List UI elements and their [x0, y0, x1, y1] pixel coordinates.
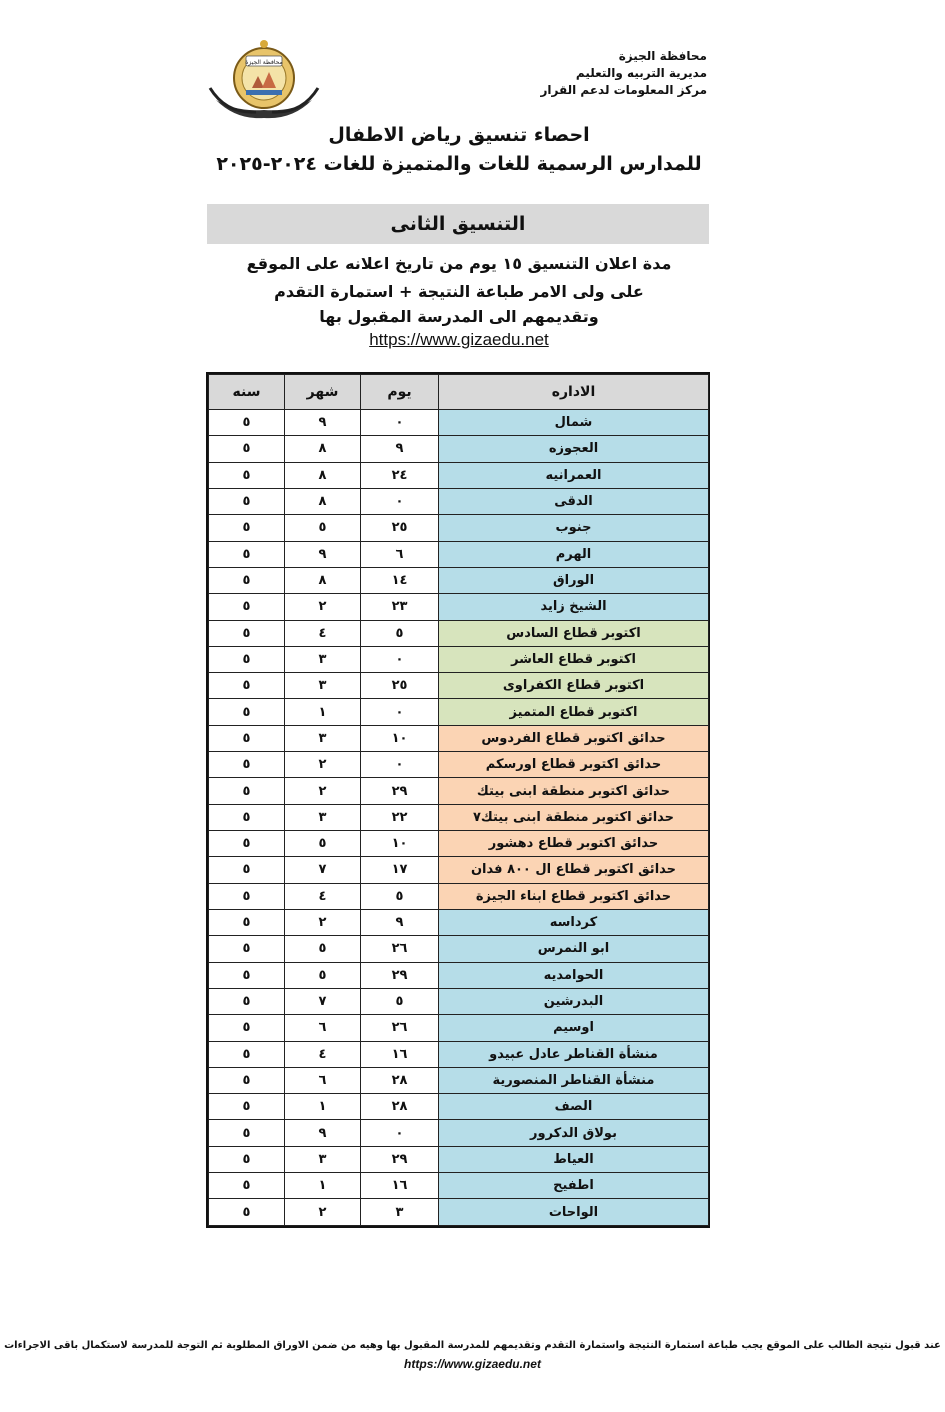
admin-cell: البدرشين [439, 988, 709, 1014]
results-table [208, 374, 709, 1226]
year-cell: ٥ [209, 1199, 285, 1226]
day-cell: ٢٥ [361, 515, 439, 541]
month-cell: ٥ [285, 515, 361, 541]
table-row [209, 646, 709, 672]
year-cell: ٥ [209, 462, 285, 488]
admin-cell: الدقى [439, 488, 709, 514]
table-row [209, 1094, 709, 1120]
admin-cell: شمال [439, 410, 709, 436]
admin-cell: الوراق [439, 567, 709, 593]
page-title: احصاء تنسيق رياض الاطفال [328, 124, 590, 146]
day-cell: ٥ [361, 883, 439, 909]
header-directorate-name: مديرية التربيه والتعليم [575, 66, 707, 80]
year-cell: ٥ [209, 831, 285, 857]
note-line-1: مدة اعلان التنسيق ١٥ يوم من تاريخ اعلانه على الموقع [246, 254, 672, 273]
table-row [209, 620, 709, 646]
table-row [209, 673, 709, 699]
year-cell: ٥ [209, 988, 285, 1014]
table-row [209, 1120, 709, 1146]
results-table-container [206, 372, 710, 1228]
giza-governorate-logo-icon [206, 38, 322, 126]
day-cell: ٢٨ [361, 1094, 439, 1120]
table-row [209, 936, 709, 962]
admin-cell: اكتوبر قطاع الكفراوى [439, 673, 709, 699]
admin-cell: حدائق اكتوبر قطاع ال ٨٠٠ فدان [439, 857, 709, 883]
day-cell: ٢٥ [361, 673, 439, 699]
year-cell: ٥ [209, 778, 285, 804]
table-row [209, 962, 709, 988]
month-cell: ٣ [285, 1146, 361, 1172]
year-cell: ٥ [209, 804, 285, 830]
admin-cell: العياط [439, 1146, 709, 1172]
day-cell: ١٠ [361, 725, 439, 751]
admin-cell: الحوامديه [439, 962, 709, 988]
table-row [209, 857, 709, 883]
month-cell: ٩ [285, 1120, 361, 1146]
day-cell: ١٤ [361, 567, 439, 593]
footer-url[interactable]: https://www.gizaedu.net [404, 1357, 541, 1371]
admin-cell: كرداسه [439, 909, 709, 935]
table-row [209, 725, 709, 751]
month-cell: ٦ [285, 1015, 361, 1041]
day-cell: ٠ [361, 1120, 439, 1146]
admin-cell: اطفيح [439, 1173, 709, 1199]
month-cell: ٣ [285, 804, 361, 830]
month-cell: ٨ [285, 567, 361, 593]
table-row [209, 752, 709, 778]
month-cell: ٢ [285, 909, 361, 935]
year-cell: ٥ [209, 725, 285, 751]
day-cell: ٢٦ [361, 936, 439, 962]
year-cell: ٥ [209, 752, 285, 778]
day-cell: ١٦ [361, 1173, 439, 1199]
month-cell: ٧ [285, 988, 361, 1014]
table-row [209, 594, 709, 620]
month-cell: ٢ [285, 594, 361, 620]
month-cell: ٥ [285, 936, 361, 962]
admin-cell: منشأة القناطر المنصورية [439, 1067, 709, 1093]
header-year: سنه [209, 375, 285, 410]
admin-cell: حدائق اكتوبر قطاع اورسكم [439, 752, 709, 778]
header-month: شهر [285, 375, 361, 410]
table-row [209, 831, 709, 857]
month-cell: ٨ [285, 488, 361, 514]
year-cell: ٥ [209, 883, 285, 909]
table-row [209, 1041, 709, 1067]
month-cell: ٢ [285, 752, 361, 778]
month-cell: ٨ [285, 436, 361, 462]
table-row [209, 1173, 709, 1199]
year-cell: ٥ [209, 1067, 285, 1093]
table-row [209, 778, 709, 804]
admin-cell: اوسيم [439, 1015, 709, 1041]
table-row [209, 567, 709, 593]
day-cell: ١٦ [361, 1041, 439, 1067]
day-cell: ٠ [361, 488, 439, 514]
month-cell: ٢ [285, 778, 361, 804]
month-cell: ٣ [285, 673, 361, 699]
admin-cell: حدائق اكتوبر قطاع دهشور [439, 831, 709, 857]
header-admin: الاداره [439, 375, 709, 410]
table-row [209, 1015, 709, 1041]
admin-cell: اكتوبر قطاع السادس [439, 620, 709, 646]
admin-cell: ابو النمرس [439, 936, 709, 962]
day-cell: ٩ [361, 436, 439, 462]
month-cell: ٤ [285, 620, 361, 646]
admin-cell: الشيخ زايد [439, 594, 709, 620]
month-cell: ١ [285, 1094, 361, 1120]
month-cell: ٤ [285, 1041, 361, 1067]
year-cell: ٥ [209, 1041, 285, 1067]
year-cell: ٥ [209, 1146, 285, 1172]
year-cell: ٥ [209, 1120, 285, 1146]
table-row [209, 804, 709, 830]
table-row [209, 1067, 709, 1093]
day-cell: ٢٩ [361, 778, 439, 804]
admin-cell: حدائق اكتوبر منطقة ابنى بيتك [439, 778, 709, 804]
table-row [209, 1146, 709, 1172]
table-header-row [209, 375, 709, 410]
table-row [209, 909, 709, 935]
day-cell: ٠ [361, 752, 439, 778]
year-cell: ٥ [209, 1094, 285, 1120]
table-row [209, 883, 709, 909]
day-cell: ٢٦ [361, 1015, 439, 1041]
month-cell: ٦ [285, 1067, 361, 1093]
month-cell: ٧ [285, 857, 361, 883]
month-cell: ٢ [285, 1199, 361, 1226]
table-row [209, 462, 709, 488]
year-cell: ٥ [209, 936, 285, 962]
year-cell: ٥ [209, 567, 285, 593]
month-cell: ١ [285, 699, 361, 725]
month-cell: ٩ [285, 541, 361, 567]
day-cell: ٩ [361, 909, 439, 935]
website-link[interactable]: https://www.gizaedu.net [369, 330, 549, 349]
admin-cell: الهرم [439, 541, 709, 567]
year-cell: ٥ [209, 962, 285, 988]
day-cell: ٢٤ [361, 462, 439, 488]
admin-cell: العجوزه [439, 436, 709, 462]
day-cell: ٥ [361, 988, 439, 1014]
admin-cell: حدائق اكتوبر قطاع ابناء الجيزة [439, 883, 709, 909]
table-row [209, 699, 709, 725]
admin-cell: الواحات [439, 1199, 709, 1226]
day-cell: ٢٢ [361, 804, 439, 830]
month-cell: ٩ [285, 410, 361, 436]
header-governorate: محافظة الجيزة [618, 49, 707, 63]
day-cell: ٦ [361, 541, 439, 567]
month-cell: ٥ [285, 831, 361, 857]
year-cell: ٥ [209, 410, 285, 436]
table-row [209, 410, 709, 436]
admin-cell: منشأة القناطر عادل عبيدو [439, 1041, 709, 1067]
header-info-center: مركز المعلومات لدعم القرار [540, 83, 707, 97]
admin-cell: العمرانيه [439, 462, 709, 488]
admin-cell: اكتوبر قطاع المتميز [439, 699, 709, 725]
table-row [209, 436, 709, 462]
month-cell: ٨ [285, 462, 361, 488]
table-body [209, 410, 709, 1226]
day-cell: ٣ [361, 1199, 439, 1226]
admin-cell: الصف [439, 1094, 709, 1120]
note-line-2: على ولى الامر طباعة النتيجة + استمارة التقدم [274, 282, 644, 301]
year-cell: ٥ [209, 857, 285, 883]
table-row [209, 515, 709, 541]
day-cell: ٢٩ [361, 962, 439, 988]
day-cell: ١٧ [361, 857, 439, 883]
admin-cell: حدائق اكتوبر قطاع الفردوس [439, 725, 709, 751]
svg-text:محافظة الجيزة: محافظة الجيزة [245, 59, 283, 66]
admin-cell: جنوب [439, 515, 709, 541]
header-day: يوم [361, 375, 439, 410]
admin-cell: حدائق اكتوبر منطقة ابنى بيتك٧ [439, 804, 709, 830]
footer-note: عند قبول نتيجة الطالب على الموقع يجب طباعة استمارة النتيجة واستمارة التقدم وتقديمهم للمدرسة المقبول بها وهيه من ضمن الاوراق المطلوبة ثم التوجة للمدرسة لاستكمال باقى الاجراءات [4, 1340, 941, 1351]
table-row [209, 988, 709, 1014]
day-cell: ٠ [361, 699, 439, 725]
table-row [209, 1199, 709, 1226]
year-cell: ٥ [209, 541, 285, 567]
day-cell: ٠ [361, 410, 439, 436]
admin-cell: اكتوبر قطاع العاشر [439, 646, 709, 672]
day-cell: ٢٣ [361, 594, 439, 620]
round-banner: التنسيق الثانى [207, 204, 709, 244]
table-row [209, 488, 709, 514]
header-directorate [540, 48, 707, 99]
year-cell: ٥ [209, 620, 285, 646]
month-cell: ٥ [285, 962, 361, 988]
month-cell: ٣ [285, 646, 361, 672]
day-cell: ٠ [361, 646, 439, 672]
year-cell: ٥ [209, 699, 285, 725]
year-cell: ٥ [209, 488, 285, 514]
year-cell: ٥ [209, 436, 285, 462]
month-cell: ٣ [285, 725, 361, 751]
year-cell: ٥ [209, 594, 285, 620]
page-subtitle: للمدارس الرسمية للغات والمتميزة للغات ٢٠٢٤-٢٠٢٥ [216, 153, 702, 175]
day-cell: ٢٨ [361, 1067, 439, 1093]
day-cell: ٢٩ [361, 1146, 439, 1172]
year-cell: ٥ [209, 1173, 285, 1199]
day-cell: ٥ [361, 620, 439, 646]
table-row [209, 541, 709, 567]
year-cell: ٥ [209, 673, 285, 699]
day-cell: ١٠ [361, 831, 439, 857]
admin-cell: بولاق الدكرور [439, 1120, 709, 1146]
year-cell: ٥ [209, 515, 285, 541]
year-cell: ٥ [209, 1015, 285, 1041]
note-line-3: وتقديمهم الى المدرسة المقبول بها [319, 307, 599, 326]
month-cell: ١ [285, 1173, 361, 1199]
year-cell: ٥ [209, 646, 285, 672]
month-cell: ٤ [285, 883, 361, 909]
year-cell: ٥ [209, 909, 285, 935]
